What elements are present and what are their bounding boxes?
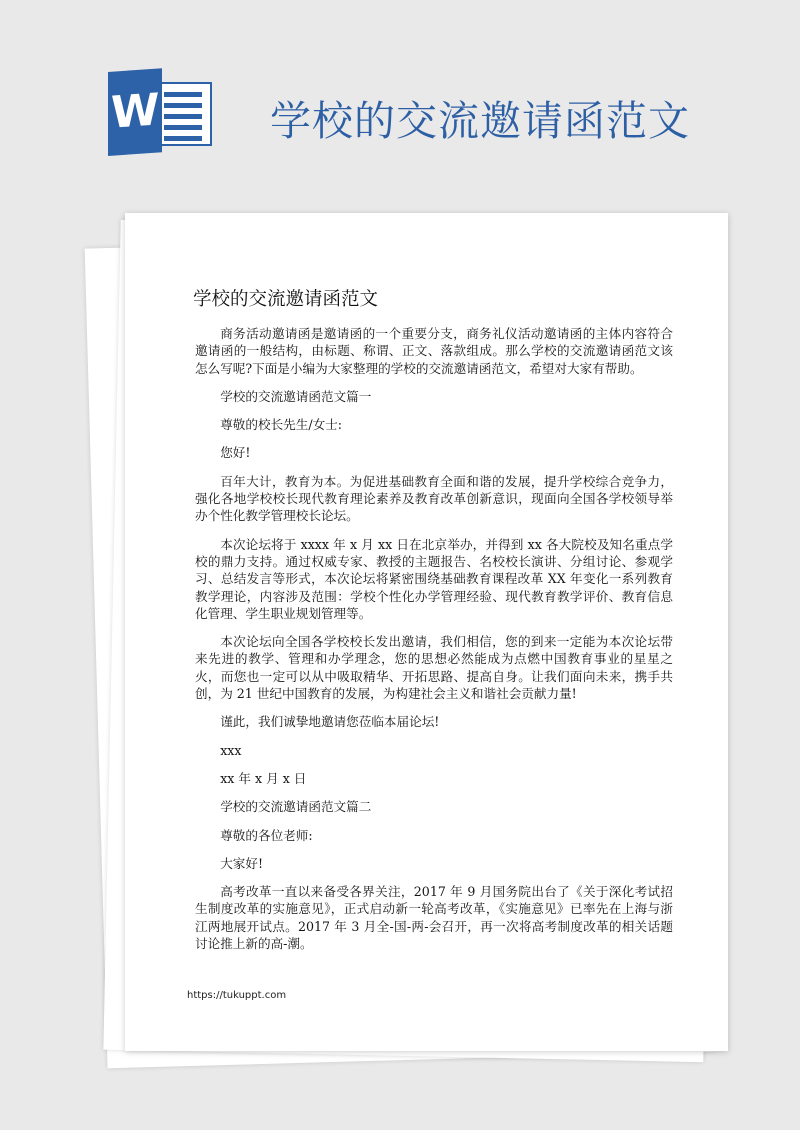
document-page (125, 213, 728, 1051)
header-banner (0, 0, 800, 215)
greeting: 您好! (220, 445, 251, 461)
greeting: 大家好! (220, 855, 264, 871)
closing-line: 谨此，我们诚挚地邀请您莅临本届论坛! (220, 714, 440, 730)
section-heading: 学校的交流邀请函范文篇二 (220, 799, 372, 815)
salutation: 尊敬的各位老师: (220, 827, 313, 843)
footer-url[interactable]: https://tukuppt.com (187, 990, 287, 1001)
body-paragraph: 百年大计，教育为本。为促进基础教育全面和谐的发展，提升学校综合竞争力，强化各地学校校长现代教育理论素养及教育改革创新意识，现面向全国各学校领导举办个性化教学管理校长论坛。 (195, 473, 673, 524)
word-logo-icon (108, 72, 212, 156)
body-paragraph: 高考改革一直以来备受各界关注，2017 年 9 月国务院出台了《关于深化考试招生制度改革的实施意见》，正式启动新一轮高考改革，《实施意见》已率先在上海与浙江两地展开试点。2017 年 3 月全-国-两-会召开，再一次将高考制度改革的相关话题讨论推上新的高-潮。 (195, 884, 673, 952)
section-heading: 学校的交流邀请函范文篇一 (220, 388, 372, 404)
body-paragraph: 本次论坛将于 xxxx 年 x 月 xx 日在北京举办，并得到 xx 各大院校及知名重点学校的鼎力支持。通过权威专家、教授的主题报告、名校校长演讲、分组讨论、参观学习、总结发言等形式，本次论坛将紧密围绕基础教育课程改革 XX 年变化一系列教育教学理论，内容涉及范围：学校个性化办学管理经验、现代教育教学评价、教育信息化管理、学生职业规划管理等。 (195, 536, 673, 621)
document-title: 学校的交流邀请函范文 (193, 289, 379, 310)
body-paragraph: 本次论坛向全国各学校校长发出邀请，我们相信，您的到来一定能为本次论坛带来先进的教学、管理和办学理念，您的思想必然能成为点燃中国教育事业的星星之火，而您也一定可以从中吸取精华、开拓思路、提高自身。让我们面向未来，携手共创，为 21 世纪中国教育的发展，为构建社会主义和谐社会贡献力量! (195, 634, 673, 702)
banner-title: 学校的交流邀请函范文 (270, 97, 690, 145)
signature: xxx (220, 742, 242, 758)
salutation: 尊敬的校长先生/女士: (220, 417, 343, 433)
intro-paragraph: 商务活动邀请函是邀请函的一个重要分支，商务礼仪活动邀请函的主体内容符合邀请函的一般结构，由标题、称谓、正文、落款组成。那么学校的交流邀请函范文该怎么写呢?下面是小编为大家整理的学校的交流邀请函范文，希望对大家有帮助。 (195, 326, 673, 376)
document-body (195, 325, 673, 963)
date-line: xx 年 x 月 x 日 (220, 770, 307, 786)
logo-letter: W (108, 68, 162, 156)
